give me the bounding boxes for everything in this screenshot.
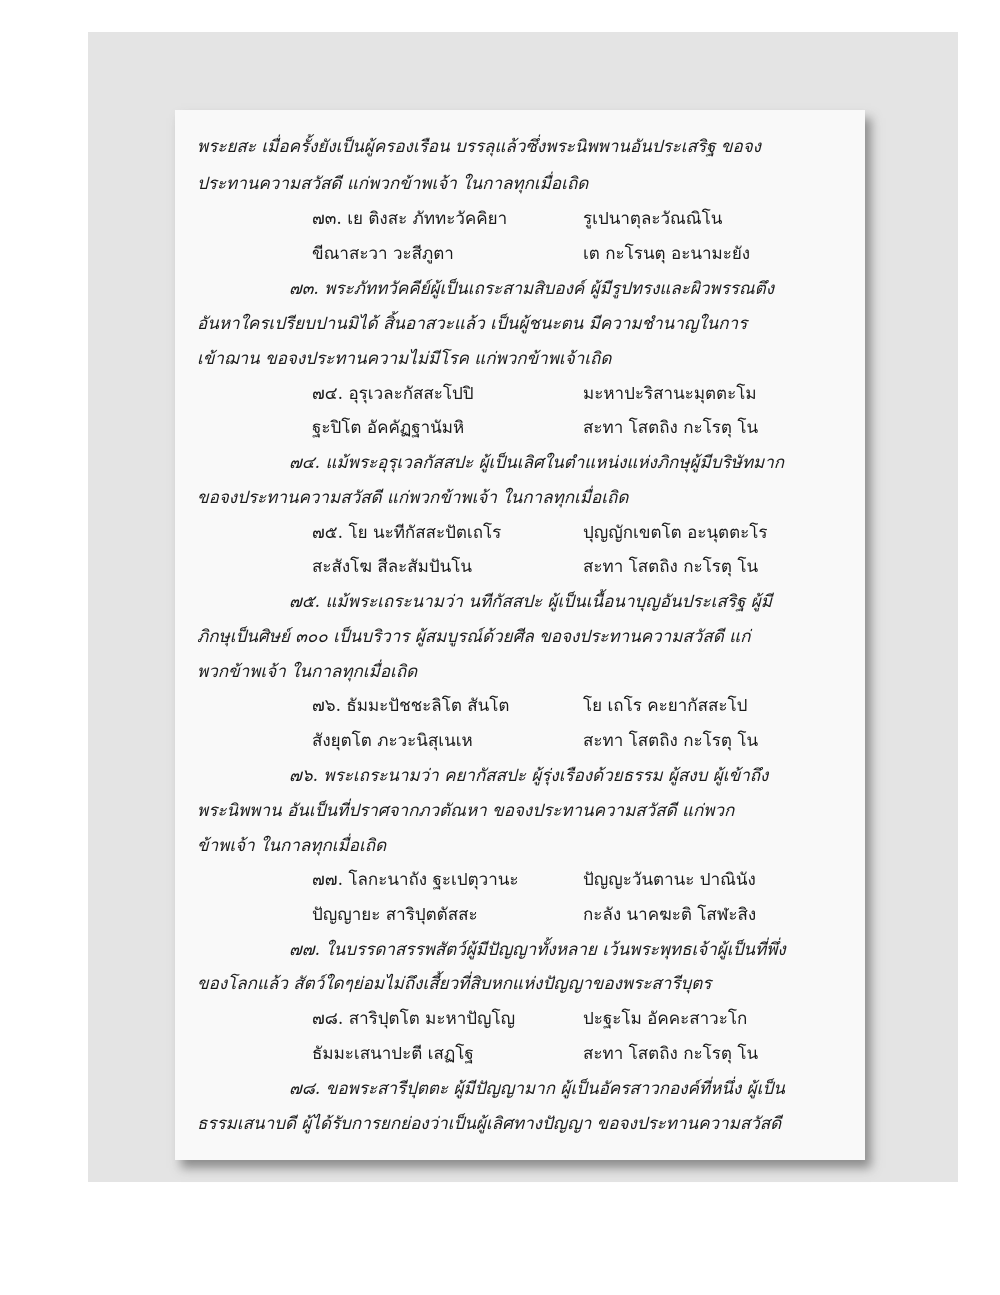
verse-line-left: ๗๘. สาริปุตโต มะหาปัญโญ: [312, 1009, 516, 1029]
verse-line-right: ปะฐะโม อัคคะสาวะโก: [583, 1009, 748, 1029]
prose-line: ภิกษุเป็นศิษย์ ๓๐๐ เป็นบริวาร ผู้สมบูรณ์ด้วยศีล ขอจงประทานความสวัสดี แก่: [197, 627, 751, 647]
verse-line-left: สังยุตโต ภะวะนิสุเนเห: [312, 731, 473, 751]
verse-line-left: ๗๗. โลกะนาถัง ฐะเปตุวานะ: [312, 870, 519, 890]
prose-line: ข้าพเจ้า ในกาลทุกเมื่อเถิด: [197, 836, 387, 856]
verse-line-right: โย เถโร คะยากัสสะโป: [583, 696, 748, 716]
verse-line-right: สะทา โสตถิง กะโรตุ โน: [583, 418, 759, 438]
verse-line-left: ๗๖. ธัมมะปัชชะลิโต สันโต: [312, 696, 510, 716]
prose-line: เข้าฌาน ขอจงประทานความไม่มีโรค แก่พวกข้าพเจ้าเถิด: [197, 349, 612, 369]
prose-line: ของโลกแล้ว สัตว์ใดๆย่อมไม่ถึงเสี้ยวที่สิบหกแห่งปัญญาของพระสารีบุตร: [197, 974, 712, 994]
verse-line-right: ปัญญะวันตานะ ปาณินัง: [583, 870, 756, 890]
prose-line: พระยสะ เมื่อครั้งยังเป็นผู้ครองเรือน บรรลุแล้วซึ่งพระนิพพานอันประเสริฐ ขอจง: [197, 137, 761, 157]
prose-line: พวกข้าพเจ้า ในกาลทุกเมื่อเถิด: [197, 662, 418, 682]
verse-line-right: สะทา โสตถิง กะโรตุ โน: [583, 731, 759, 751]
prose-line: ขอจงประทานความสวัสดี แก่พวกข้าพเจ้า ในกาลทุกเมื่อเถิด: [197, 488, 629, 508]
prose-line: ประทานความสวัสดี แก่พวกข้าพเจ้า ในกาลทุกเมื่อเถิด: [197, 174, 589, 194]
verse-line-left: ปัญญายะ สาริปุตตัสสะ: [312, 905, 478, 925]
verse-line-right: รูเปนาตุละวัณณิโน: [583, 209, 723, 229]
prose-line: ๗๗. ในบรรดาสรรพสัตว์ผู้มีปัญญาทั้งหลาย เว้นพระพุทธเจ้าผู้เป็นที่พึ่ง: [289, 940, 786, 960]
prose-line: ๗๔. แม้พระอุรุเวลกัสสปะ ผู้เป็นเลิศในตำแหน่งแห่งภิกษุผู้มีบริษัทมาก: [289, 453, 785, 473]
verse-line-left: ๗๔. อุรุเวละกัสสะโปปิ: [312, 384, 474, 404]
verse-line-right: ปุญญักเขตโต อะนุตตะโร: [583, 523, 768, 543]
verse-line-right: มะหาปะริสานะมุตตะโม: [583, 384, 757, 404]
prose-line: ๗๓. พระภัททวัคคีย์ผู้เป็นเถระสามสิบองค์ ผู้มีรูปทรงและผิวพรรณตึง: [289, 279, 774, 299]
verse-line-right: เต กะโรนตุ อะนามะยัง: [583, 244, 751, 264]
prose-line: ๗๕. แม้พระเถระนามว่า นทีกัสสปะ ผู้เป็นเนื้อนาบุญอันประเสริฐ ผู้มี: [289, 592, 772, 612]
verse-line-left: ฐะปิโต อัคคัฏฐานัมหิ: [312, 418, 465, 438]
verse-line-left: ธัมมะเสนาปะตี เสฏโฐ: [312, 1044, 474, 1064]
prose-line: พระนิพพาน อันเป็นที่ปราศจากภวตัณหา ขอจงประทานความสวัสดี แก่พวก: [197, 801, 735, 821]
verse-line-right: กะลัง นาคฆะติ โสฬะสิง: [583, 905, 757, 925]
prose-line: ๗๖. พระเถระนามว่า คยากัสสปะ ผู้รุ่งเรืองด้วยธรรม ผู้สงบ ผู้เข้าถึง: [289, 766, 769, 786]
verse-line-right: สะทา โสตถิง กะโรตุ โน: [583, 1044, 759, 1064]
verse-line-left: ขีณาสะวา วะสีภูตา: [312, 244, 454, 264]
book-page: [175, 110, 865, 1160]
prose-line: ๗๘. ขอพระสารีปุตตะ ผู้มีปัญญามาก ผู้เป็นอัครสาวกองค์ที่หนึ่ง ผู้เป็น: [289, 1079, 785, 1099]
prose-line: อันหาใครเปรียบปานมิได้ สิ้นอาสวะแล้ว เป็นผู้ชนะตน มีความชำนาญในการ: [197, 314, 748, 334]
verse-line-left: สะสังโฆ สีละสัมปันโน: [312, 557, 473, 577]
verse-line-right: สะทา โสตถิง กะโรตุ โน: [583, 557, 759, 577]
verse-line-left: ๗๓. เย ติงสะ ภัททะวัคคิยา: [312, 209, 508, 229]
verse-line-left: ๗๕. โย นะทีกัสสะปัตเถโร: [312, 523, 502, 543]
prose-line: ธรรมเสนาบดี ผู้ได้รับการยกย่องว่าเป็นผู้เลิศทางปัญญา ขอจงประทานความสวัสดี: [197, 1114, 782, 1134]
